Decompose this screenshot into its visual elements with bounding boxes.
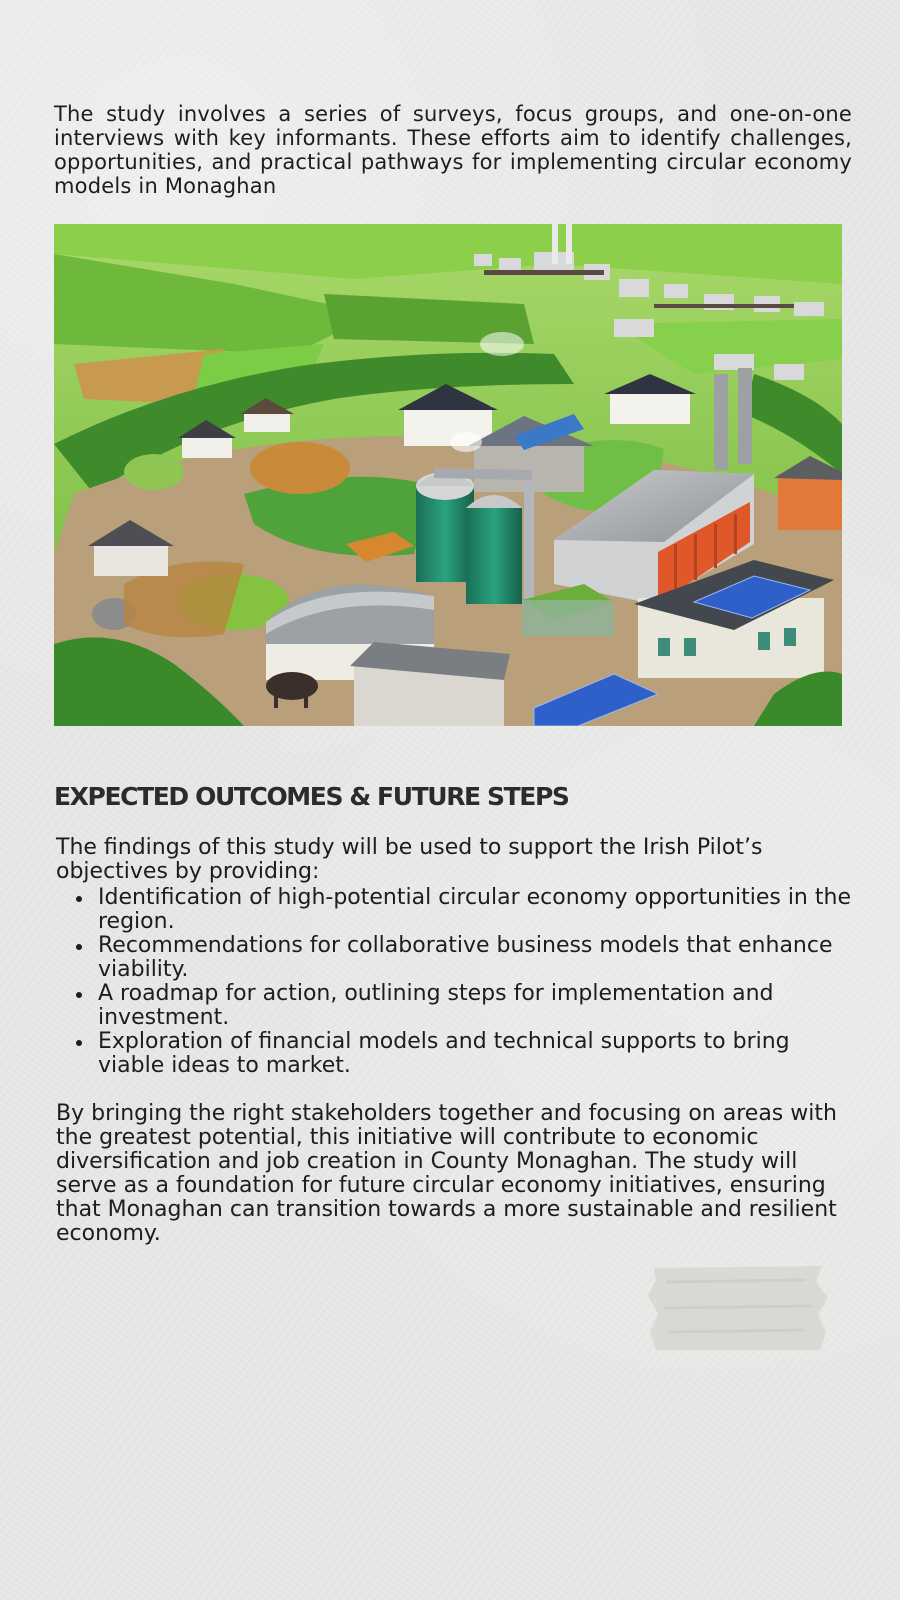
list-item: A roadmap for action, outlining steps for implementation and investment.: [56, 982, 856, 1030]
section-heading: EXPECTED OUTCOMES & FUTURE STEPS: [54, 782, 569, 811]
tape-decoration: [646, 1262, 830, 1354]
intro-paragraph: The study involves a series of surveys, focus groups, and one-on-one interviews with key informants. These efforts aim to identify challenges, opportunities, and practical pathways for implementing circular economy models in Monaghan: [54, 102, 852, 198]
circular-economy-illustration: [54, 224, 842, 726]
closing-paragraph: By bringing the right stakeholders together and focusing on areas with the greatest potential, this initiative will contribute to economic diversification and job creation in County Monaghan. The study will serve as a foundation for future circular economy initiatives, ensuring that Monaghan can transition towards a more sustainable and resilient economy.: [56, 1101, 837, 1246]
list-item: Recommendations for collaborative business models that enhance viability.: [56, 934, 856, 982]
findings-intro: The findings of this study will be used to support the Irish Pilot’s objectives by providing:: [56, 835, 763, 884]
list-item: Exploration of financial models and technical supports to bring viable ideas to market.: [56, 1030, 856, 1078]
outcomes-list: [56, 886, 856, 1078]
list-item: Identification of high-potential circular economy opportunities in the region.: [56, 886, 856, 934]
